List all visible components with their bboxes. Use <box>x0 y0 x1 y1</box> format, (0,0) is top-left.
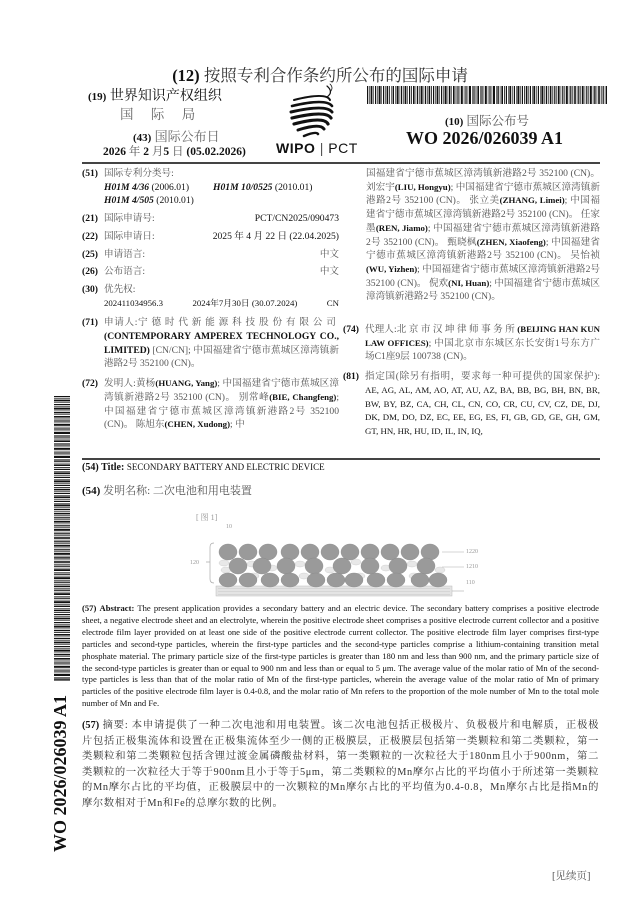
barcode-icon <box>367 86 607 104</box>
ipc-version: (2010.01) <box>156 195 194 207</box>
abstract-label: 摘要: <box>102 720 129 731</box>
pub-year: 2026 <box>103 146 126 158</box>
pub-year-unit: 年 <box>128 146 141 158</box>
logo-separator: | <box>319 140 324 156</box>
field-number: (74) <box>343 324 359 335</box>
inventor-name-cn: 陈旭东 <box>135 419 165 431</box>
figure-caption: [ 图 1] <box>196 513 218 522</box>
applicant-name-en: (CONTEMPORARY AMPEREX TECHNOLOGY CO., LIMITED) <box>104 331 339 356</box>
field-number: (12) <box>172 66 200 85</box>
inventor-address: ; 中国福建省宁德市蕉城区漳湾镇新港路2号 352100 (CN)。 <box>366 277 600 303</box>
designated-states-field <box>343 370 600 439</box>
field-number: (22) <box>82 230 98 242</box>
abstract-text-cn: 本申请提供了一种二次电池和用电装置。该二次电池包括正极极片、负极极片和电解质，正极极片包括正极集流体和设置在正极集流体至少一侧的正极膜层，正极膜层包括第一类颗粒和第二类颗粒，第一类颗粒和第二类颗粒包括含锂过渡金属磷酸盐材料，第一类颗粒的一次粒径大于180nm且小于900nm，第二类颗粒的一次粒径大于等于900nm且小于等于5μm，第二类颗粒的Mn摩尔占比的平均值小于所述第一类颗粒的Mn摩尔占比的平均值，正极膜层中的一次颗粒的Mn摩尔占比的平均值为0.4-0.8，Mn摩尔占比是指Mn的摩尔数相对于Mn和Fe的总摩尔数的比例。 <box>82 720 599 809</box>
inventor-name-cn: 倪欢 <box>428 277 449 289</box>
applicant-address: [CN/CN]; 中国福建省宁德市蕉城区漳湾镇新港路2号 352100 (CN)。 <box>104 344 339 370</box>
organization-label: 世界知识产权组织 <box>109 89 222 104</box>
priority-number: 202411034956.3 <box>104 297 164 308</box>
document-type: 按照专利合作条约所公布的国际申请 <box>203 66 468 85</box>
field-number: (26) <box>82 266 98 278</box>
field-label: 国际申请号: <box>104 213 155 225</box>
agent-name-en: (BEIJING HAN KUN LAW OFFICES) <box>365 324 600 348</box>
ipc-code: H01M 10/0525 <box>213 181 273 193</box>
field-number: (51) <box>82 168 98 179</box>
field-label: 申请人: <box>104 317 138 329</box>
ipc-version: (2010.01) <box>274 181 313 193</box>
pub-month: 2 <box>143 146 149 158</box>
side-publication-number: WO 2026/026039 A1 <box>50 694 70 852</box>
ipc-code: H01M 4/36 <box>104 181 150 193</box>
ref-label: 120 <box>190 560 199 566</box>
inventor-name-cn: 黄杨 <box>135 378 156 390</box>
agent-field <box>343 323 600 364</box>
inventor-name-cn: 吴怡祯 <box>570 250 600 262</box>
ipc-code: H01M 4/505 <box>104 195 154 207</box>
inventor-name-cn: 甄晓枫 <box>447 236 477 248</box>
priority-date: 2024年7月30日 (30.07.2024) <box>192 297 298 308</box>
ref-label: 1210 <box>466 564 478 570</box>
continued-on-next-page: [见续页] <box>552 871 591 882</box>
publication-number-caption: 国际公布号 <box>466 114 529 128</box>
inventor-name-en: (BIE, Changfeng) <box>269 391 337 402</box>
field-label: 优先权: <box>104 283 136 295</box>
figure-1 <box>190 510 490 602</box>
publication-number: WO 2026/026039 A1 <box>406 128 564 148</box>
inventor-address: ; 中国福建省宁德市蕉城区漳湾镇新港路2号 352100 (CN)。 <box>366 181 600 207</box>
filing-language: 中文 <box>319 248 339 260</box>
pct-text: PCT <box>328 140 358 156</box>
publication-language: 中文 <box>319 266 339 278</box>
inventor-name-en: (REN, Jiamo) <box>375 222 428 233</box>
publication-language-field <box>82 265 339 279</box>
inventor-name-en: (NI, Huan) <box>448 277 490 288</box>
publication-date-caption: 国际公布日 <box>154 129 220 144</box>
inventor-address: ; 中国福建省宁德市蕉城区漳湾镇新港路2号 352100 (CN)。 <box>104 378 339 403</box>
inventors-field: (72) 发明人:黄杨(HUANG, Yang); 中国福建省宁德市蕉城区漳湾镇新港路2号 352100 (CN)。 别常峰(BIE, Changfeng); 中国福建省宁德市蕉城区漳湾镇新港路2号 352100 (CN)。 陈旭东(CHEN, Xudong); 中 <box>82 378 339 431</box>
title-label: Title: <box>101 462 125 473</box>
priority-country: CN <box>326 297 339 308</box>
field-label: 申请语言: <box>104 248 146 260</box>
biblio-right-lower <box>343 323 600 443</box>
abstract-text-en: The present application provides a secondary battery and an electric device. The secondary battery comprises a positive electrode sheet, a negative electrode sheet and an electrolyte, wherein the positive electrode sheet comprises a positive electrode current collector and a positive electrode film layer provided on at least one side of the positive electrode current collector. The positive electrode film layer comprises first-type particles and second-type particles, wherein the first-type particles and the second-type particles comprise a lithium-containing transition metal phosphate material. The primary particle size of the first-type particles is greater than 180 nm and less than 900 nm, and the primary particle size of the second-type particles is greater than or equal to 900 nm and less than or equal to 5 μm. The average value of the molar ratio of Mn of the second-type particles is less than that of the molar ratio of Mn of the first-type particles, wherein the average value of the molar ratio of Mn of primary particles of the positive electrode film layer is 0.4-0.8, and the molar ratio of Mn refers to the proportion of the mole number of Mn to the total mole number of Mn and Fe. <box>82 603 599 709</box>
field-number: (54) <box>82 485 101 497</box>
filing-date: 2025 年 4 月 22 日 (22.04.2025) <box>212 230 339 242</box>
inventor-name-en: (CHEN, Xudong) <box>164 419 230 430</box>
inventor-name-en: (HUANG, Yang) <box>155 378 218 389</box>
field-label: 公布语言: <box>104 266 146 278</box>
ref-label: 110 <box>466 580 475 586</box>
field-number: (21) <box>82 213 98 225</box>
field-number: (30) <box>82 283 98 295</box>
abstract-label: Abstract: <box>99 603 135 613</box>
field-label: 代理人: <box>365 324 397 335</box>
field-number: (43) <box>133 132 152 144</box>
priority-field <box>82 283 339 310</box>
inventor-name-en: (ZHANG, Limei) <box>499 195 565 206</box>
field-number: (72) <box>82 378 98 390</box>
publication-number-label <box>445 111 529 129</box>
title-label: 发明名称: <box>103 485 151 497</box>
ref-label: 1220 <box>466 549 478 555</box>
agent-name-cn: 北京市汉坤律师事务所 <box>396 324 518 335</box>
wipo-text: WIPO <box>276 140 316 156</box>
filing-date-field <box>82 230 339 244</box>
designated-countries: AE, AG, AL, AM, AO, AT, AU, AZ, BA, BB, BG, BH, BN, BR, BW, BY, BZ, CA, CH, CL, CN, CO, CR, CU, CV, CZ, DE, DJ, DK, DM, DO, DZ, EC, EE, EG, ES, FI, GB, GD, GE, GH, GM, GT, HN, HR, HU, ID, IL, IN, IQ, <box>365 384 600 436</box>
field-number: (19) <box>88 91 107 103</box>
field-label: 指定国(除另有指明，要求每一种可提供的国家保护): <box>365 371 600 383</box>
field-label: 发明人: <box>104 378 136 390</box>
field-number: (81) <box>343 371 359 383</box>
field-number: (25) <box>82 248 98 260</box>
field-number: (57) <box>82 720 100 731</box>
application-number: PCT/CN2025/090473 <box>254 213 339 225</box>
biblio-divider <box>82 458 600 460</box>
pub-day-unit: 日 <box>172 146 184 158</box>
inventor-address: ; 中国福建省宁德市蕉城区漳湾镇新港路2号 352100 (CN)。 <box>366 195 600 221</box>
inventor-name-cn: 别常峰 <box>238 391 270 403</box>
field-number: (57) <box>82 603 97 613</box>
field-label: 国际专利分类号: <box>104 168 174 179</box>
abstract-chinese <box>82 718 599 812</box>
inventors-continued: 国福建省宁德市蕉城区漳湾镇新港路2号 352100 (CN)。 刘宏宇(LIU, Hongyu); 中国福建省宁德市蕉城区漳湾镇新港路2号 352100 (CN)。 张立美(ZHANG, Limei); 中国福建省宁德市蕉城区漳湾镇新港路2号 352100 (CN)。 任家墨(REN, Jiamo); 中国福建省宁德市蕉城区漳湾镇新港路2号 352100 (CN)。 甄晓枫(ZHEN, Xiaofeng); 中国福建省宁德市蕉城区漳湾镇新港路2号 352100 (CN)。 吴怡祯(WU, Yizhen); 中国福建省宁德市蕉城区漳湾镇新港路2号 352100 (CN)。 倪欢(NI, Huan); 中国福建省宁德市蕉城区漳湾镇新港路2号 352100 (CN)。 <box>366 168 600 303</box>
inventor-address: ; 中国福建省宁德市蕉城区漳湾镇新港路2号 352100 (CN)。 <box>366 263 600 289</box>
application-number-field <box>82 212 339 226</box>
ipc-field <box>82 167 339 208</box>
publication-date <box>103 143 246 159</box>
agent-address: ; 中国北京市东城区东长安街1号东方广场C1座9层 100738 (CN)。 <box>365 337 600 363</box>
wipo-pct-wordmark <box>276 140 358 156</box>
ipc-version: (2006.01) <box>151 181 190 193</box>
ipc-code-1 <box>104 181 189 195</box>
ref-label: 10 <box>226 524 232 530</box>
field-number: (71) <box>82 317 98 329</box>
pub-date-iso: (05.02.2026) <box>186 146 246 158</box>
inventor-address: ; 中国福建省宁德市蕉城区漳湾镇新港路2号 352100 (CN)。 <box>366 222 600 248</box>
ipc-code-2 <box>213 181 312 195</box>
applicant-field <box>82 316 339 371</box>
pub-month-unit: 月 <box>151 146 164 158</box>
title-text-cn: 二次电池和用电装置 <box>152 485 252 497</box>
biblio-left-column <box>82 167 339 436</box>
pub-day: 5 <box>163 146 170 158</box>
field-number: (54) <box>82 462 99 473</box>
biblio-right-column <box>366 167 600 304</box>
bureau-label: 国 际 局 <box>120 107 203 122</box>
wipo-globe-logo-icon <box>280 78 340 140</box>
title-text-en: SECONDARY BATTERY AND ELECTRIC DEVICE <box>126 462 325 472</box>
inventor-name-en: (WU, Yizhen) <box>366 263 418 274</box>
side-barcode-icon <box>54 396 70 681</box>
battery-electrode-diagram-icon <box>190 510 490 602</box>
applicant-name-cn: 宁德时代新能源科技股份有限公司 <box>137 317 339 329</box>
title-english <box>82 462 325 473</box>
organization-name <box>88 85 222 105</box>
inventor-name-cn: 任家墨 <box>366 209 600 234</box>
header-divider <box>82 162 600 164</box>
ipc-code-3 <box>104 194 339 208</box>
inventor-name-cn: 张立美 <box>469 195 500 207</box>
field-number: (10) <box>445 116 464 128</box>
inventor-address: ; 中国福建省宁德市蕉城区漳湾镇新港路2号 352100 (CN)。 <box>366 236 600 262</box>
field-label: 国际申请日: <box>104 230 155 242</box>
title-chinese <box>82 482 252 498</box>
filing-language-field <box>82 248 339 262</box>
inventor-address: ; 中国福建省宁德市蕉城区漳湾镇新港路2号 352100 (CN)。 <box>104 391 339 431</box>
inventor-name-cn: 刘宏宇 <box>366 181 395 193</box>
abstract-english <box>82 603 599 710</box>
inventor-name-en: (ZHEN, Xiaofeng) <box>476 236 546 247</box>
inventor-name-en: (LIU, Hongyu) <box>394 181 451 192</box>
